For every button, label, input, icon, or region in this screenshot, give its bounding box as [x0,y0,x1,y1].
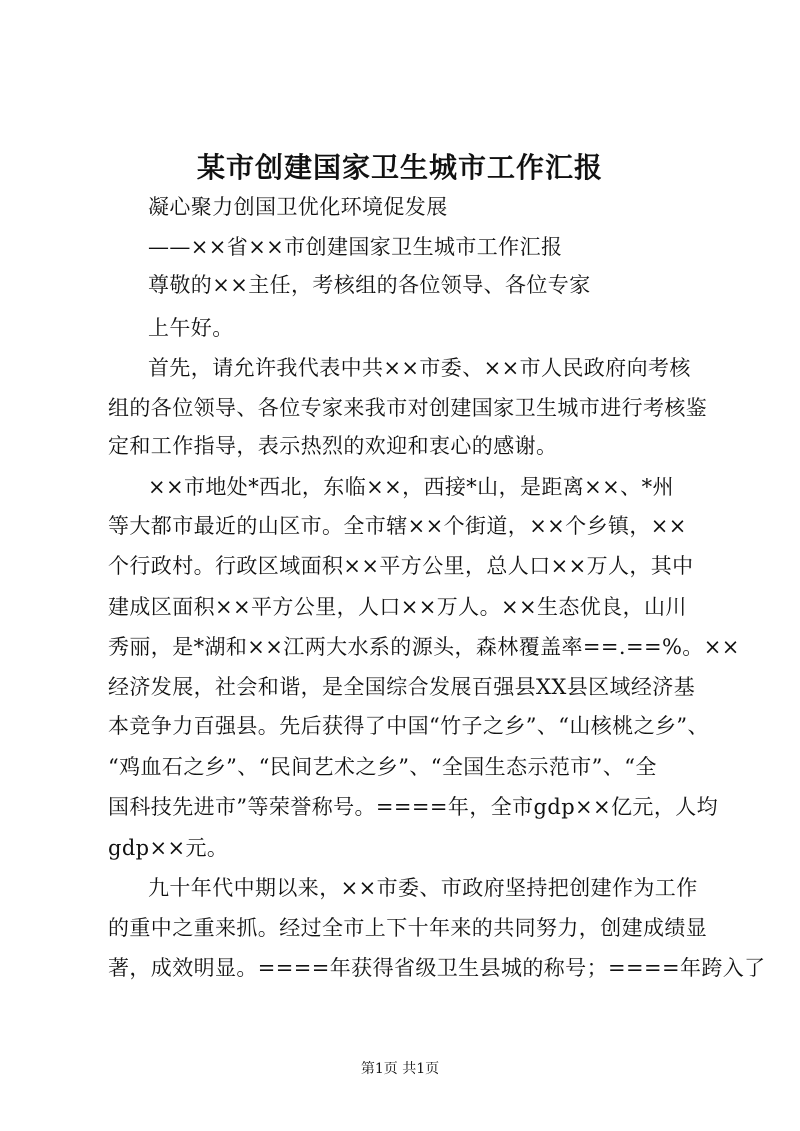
paragraph-line: 等大都市最近的山区市。全市辖××个街道，××个乡镇，×× [108,514,687,538]
greeting: 上午好。 [148,316,234,340]
paragraph-line: 组的各位领导、各位专家来我市对创建国家卫生城市进行考核鉴 [108,396,708,420]
paragraph-line: 个行政村。行政区域面积××平方公里，总人口××万人，其中 [108,554,694,578]
paragraph-line: 秀丽，是*湖和××江两大水系的源头，森林覆盖率==.==%。×× [108,635,740,659]
paragraph-line: 建成区面积××平方公里，人口××万人。××生态优良，山川 [108,595,687,619]
paragraph-line: 定和工作指导，表示热烈的欢迎和衷心的感谢。 [108,434,558,458]
paragraph-line: 国科技先进市”等荣誉称号。====年，全市gdp××亿元，人均 [108,795,719,819]
paragraph-line: “鸡血石之乡”、“民间艺术之乡”、“全国生态示范市”、“全 [108,755,657,779]
paragraph-line: 首先，请允许我代表中共××市委、××市人民政府向考核 [148,356,691,380]
paragraph-line: ××市地处*西北，东临××，西接*山，是距离××、*州 [148,475,674,499]
page-footer: 第1页 共1页 [360,1061,440,1077]
paragraph-line: 的重中之重来抓。经过全市上下十年来的共同努力，创建成绩显 [108,916,708,940]
paragraph-line: gdp××元。 [108,836,229,860]
paragraph-line: 著，成效明显。====年获得省级卫生县城的称号；====年跨入了 [108,956,766,980]
subtitle: 凝心聚力创国卫优化环境促发展 [148,195,448,219]
paragraph-line: 本竞争力百强县。先后获得了中国“竹子之乡”、“山核桃之乡”、 [108,714,709,738]
subtitle-report: ——××省××市创建国家卫生城市工作汇报 [148,235,563,259]
salutation: 尊敬的××主任，考核组的各位领导、各位专家 [148,273,591,297]
paragraph-line: 九十年代中期以来，××市委、市政府坚持把创建作为工作 [148,876,698,900]
document-title: 某市创建国家卫生城市工作汇报 [196,151,603,184]
paragraph-line: 经济发展，社会和谐，是全国综合发展百强县XX县区域经济基 [108,675,696,699]
